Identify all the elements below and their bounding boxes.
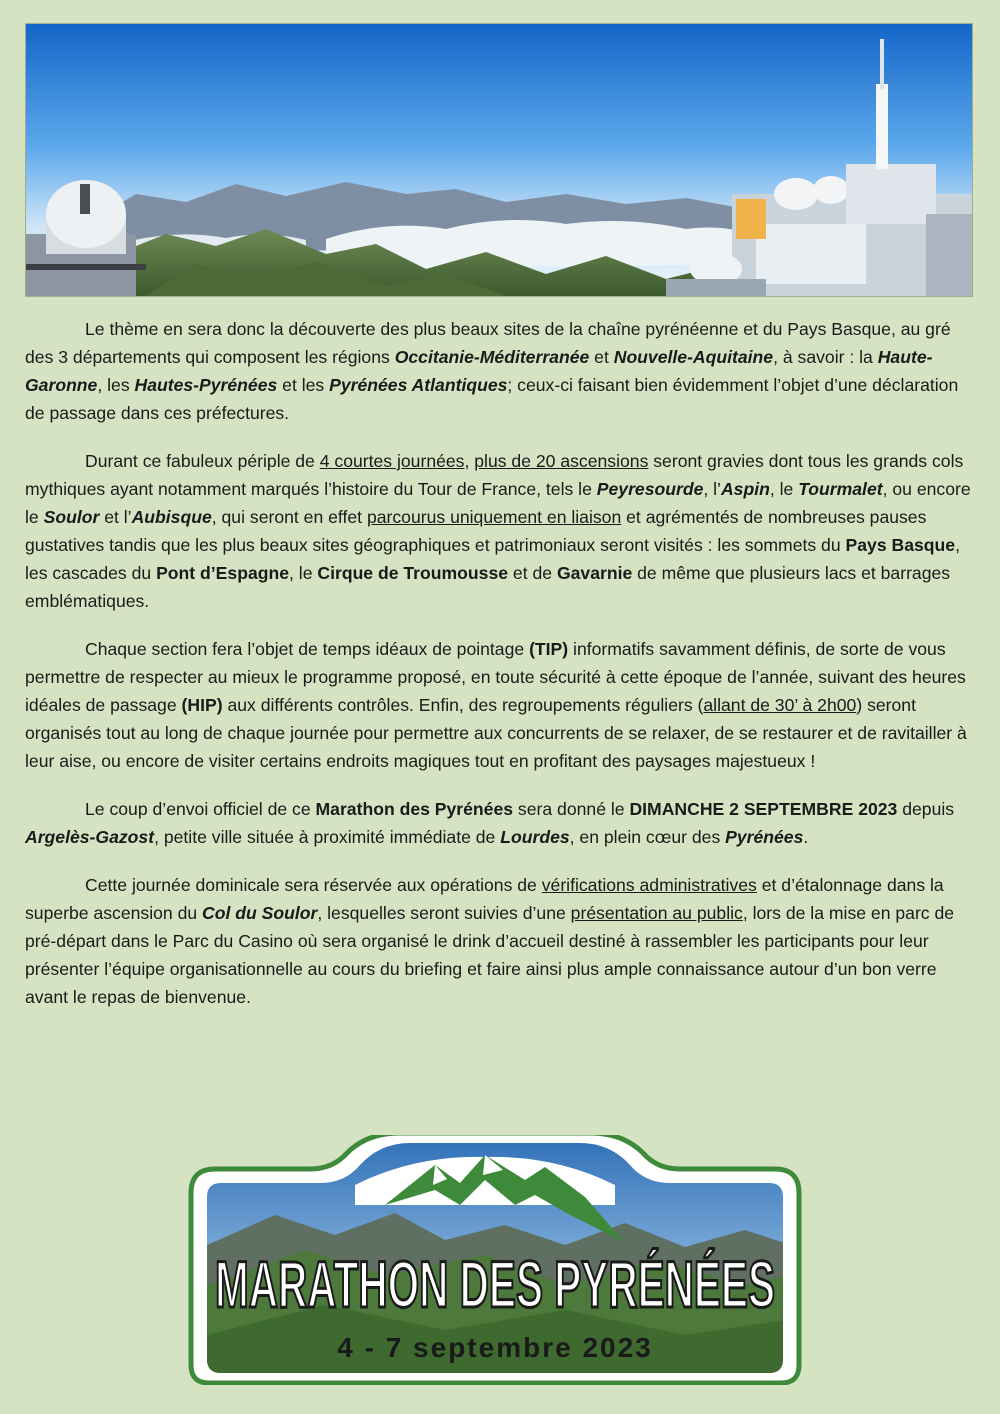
article-text	[25, 315, 973, 1031]
underlined-presentation: présentation au public	[570, 903, 743, 923]
text-run: , les	[97, 375, 135, 395]
col-soulor: Soulor	[43, 507, 100, 527]
text-run: informatifs savamment définis, de sorte de vous permettre de respecter au mieux le programme proposé, en toute sécurité à cette époque de l’année, suivant des heures idéales de passage	[25, 639, 966, 715]
text-run: seront gravies dont tous les grands cols mythiques ayant notamment marqués l’histoire du Tour de France, tels le	[25, 451, 964, 499]
col-aspin: Aspin	[720, 479, 770, 499]
text-run: aux différents contrôles. Enfin, des regroupements réguliers (	[222, 695, 704, 715]
town-lourdes: Lourdes	[500, 827, 570, 847]
region-nouvelle-aquitaine: Nouvelle-Aquitaine	[613, 347, 774, 367]
town-argeles-gazost: Argelès-Gazost	[25, 827, 155, 847]
region-pyrenees: Pyrénées	[725, 827, 804, 847]
hip-acronym: (HIP)	[181, 695, 223, 715]
text-run: , en plein cœur des	[569, 827, 726, 847]
logo-title: MARATHON DES PYRÉNÉES	[215, 1247, 775, 1321]
dept-haute-garonne: Haute-Garonne	[25, 347, 933, 395]
hero-panorama-image	[25, 23, 973, 297]
text-run: ) seront organisés tout au long de chaque journée pour permettre aux concurrents de se relaxer, de se restaurer et de ravitailler à leur aise, ou encore de visiter certains endroits magiques tout en profitant des paysages majestueux !	[25, 695, 967, 771]
dept-pyrenees-atlantiques: Pyrénées Atlantiques	[329, 375, 508, 395]
text-run: de même que plusieurs lacs et barrages emblématiques.	[25, 563, 951, 611]
underlined-liaison: parcourus uniquement en liaison	[366, 507, 622, 527]
text-run: , le	[769, 479, 799, 499]
tip-acronym: (TIP)	[529, 639, 569, 659]
paragraph-depart	[25, 795, 973, 851]
site-pont-espagne: Pont d’Espagne	[156, 563, 290, 583]
logo-dates: 4 - 7 septembre 2023	[337, 1332, 653, 1363]
col-peyresourde: Peyresourde	[596, 479, 704, 499]
text-run: ,	[464, 451, 475, 471]
text-run: , l’	[703, 479, 721, 499]
paragraph-theme	[25, 315, 973, 427]
paragraph-periple	[25, 447, 973, 615]
text-run: .	[803, 827, 809, 847]
text-run: Cette journée dominicale sera réservée aux opérations de	[85, 875, 542, 895]
underlined-20-ascensions: plus de 20 ascensions	[474, 451, 649, 471]
text-run: Le coup d’envoi officiel de ce	[85, 799, 316, 819]
text-run: , les cascades du	[25, 535, 960, 583]
paragraph-dominicale	[25, 871, 973, 1011]
text-run: , le	[289, 563, 318, 583]
text-run: et de	[508, 563, 557, 583]
text-run: et d’étalonnage dans la superbe ascension du	[25, 875, 944, 923]
col-tourmalet: Tourmalet	[798, 479, 883, 499]
underlined-verifications: vérifications administratives	[541, 875, 757, 895]
text-run: , ou encore le	[25, 479, 971, 527]
text-run: , petite ville située à proximité immédiate de	[154, 827, 501, 847]
text-run: et les	[277, 375, 330, 395]
text-run: sera donné le	[513, 799, 630, 819]
text-run: et	[589, 347, 614, 367]
event-name: Marathon des Pyrénées	[315, 799, 514, 819]
text-run: depuis	[897, 799, 955, 819]
text-run: Le thème en sera donc la découverte des plus beaux sites de la chaîne pyrénéenne et du Pays Basque, au gré des 3 départements qui composent les régions	[25, 319, 951, 367]
site-pays-basque: Pays Basque	[845, 535, 956, 555]
text-run: et l’	[99, 507, 132, 527]
col-aubisque: Aubisque	[131, 507, 212, 527]
text-run: , qui seront en effet	[211, 507, 367, 527]
site-cirque-troumousse: Cirque de Troumousse	[317, 563, 509, 583]
pic-du-midi-panorama-icon	[26, 24, 972, 296]
text-run: Durant ce fabuleux périple de	[85, 451, 320, 471]
underlined-4-journees: 4 courtes journées	[319, 451, 465, 471]
text-run: Chaque section fera l’objet de temps idéaux de pointage	[85, 639, 530, 659]
event-start-date: DIMANCHE 2 SEPTEMBRE 2023	[629, 799, 898, 819]
text-run: , lesquelles seront suivies d’une	[317, 903, 571, 923]
underlined-regroupements: allant de 30’ à 2h00	[703, 695, 857, 715]
dept-hautes-pyrenees: Hautes-Pyrénées	[134, 375, 278, 395]
text-run: et agrémentés de nombreuses pauses gustatives tandis que les plus beaux sites géographiques et patrimoniaux seront visités : les sommets du	[25, 507, 927, 555]
text-run: , à savoir : la	[773, 347, 878, 367]
mountain-logo-badge-icon	[185, 1135, 805, 1385]
col-du-soulor: Col du Soulor	[202, 903, 318, 923]
marathon-logo	[185, 1135, 805, 1385]
paragraph-tip	[25, 635, 973, 775]
site-gavarnie: Gavarnie	[556, 563, 633, 583]
region-occitanie: Occitanie-Méditerranée	[394, 347, 590, 367]
text-run: ; ceux-ci faisant bien évidemment l’objet d’une déclaration de passage dans ces préfectures.	[25, 375, 959, 423]
text-run: , lors de la mise en parc de pré-départ dans le Parc du Casino où sera organisé le drink d’accueil destiné à rassembler les participants pour leur présenter l’équipe organisationnelle au cours du briefing et faire ainsi plus ample connaissance autour d’un bon verre avant le repas de bienvenue.	[25, 903, 955, 1007]
